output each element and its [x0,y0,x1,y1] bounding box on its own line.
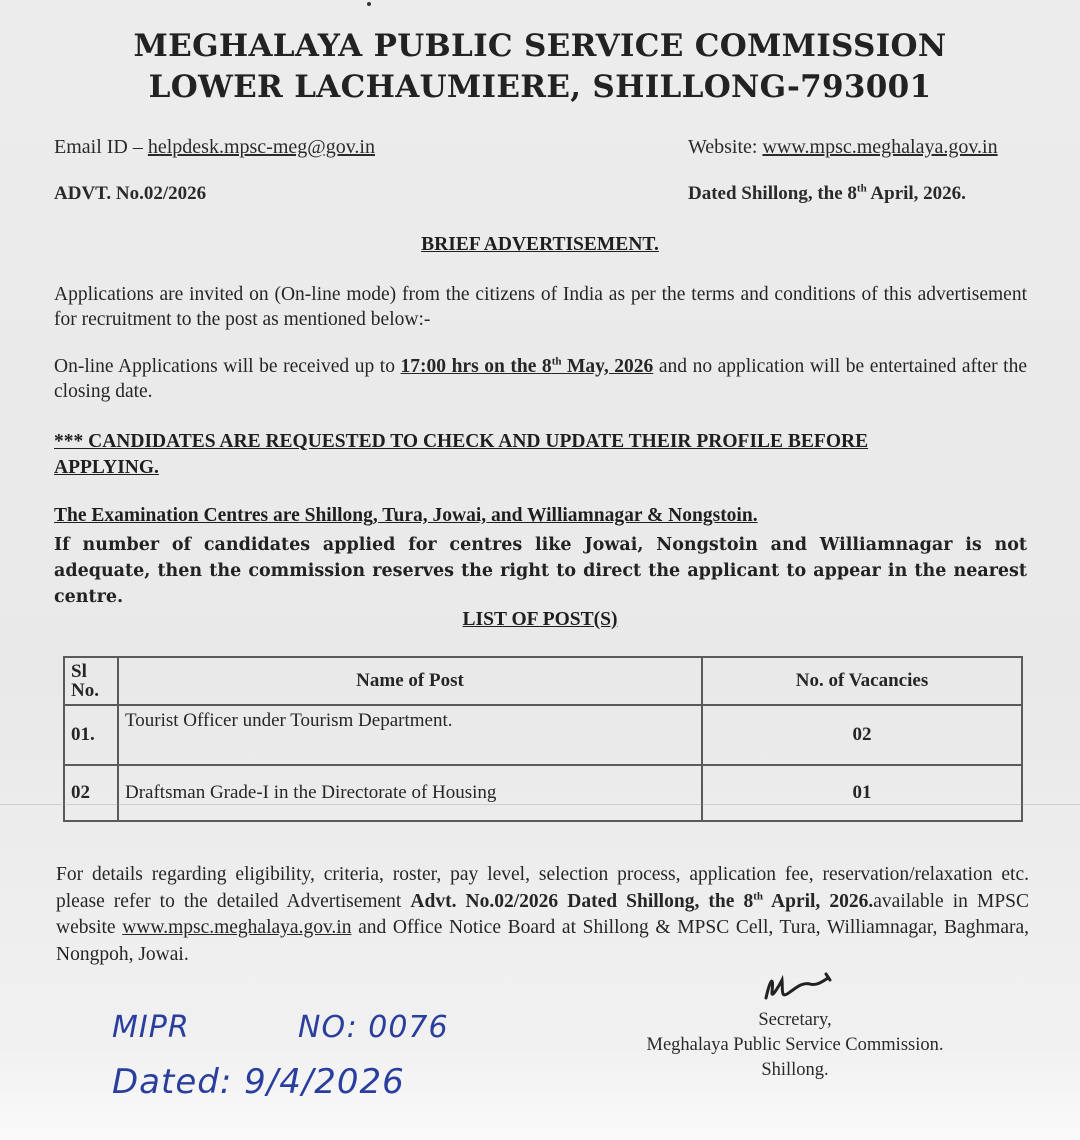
column-header-sl: Sl No. [64,657,118,705]
website-link[interactable]: www.mpsc.meghalaya.gov.in [762,136,998,158]
profile-notice: *** CANDIDATES ARE REQUESTED TO CHECK AND UPDATE THEIR PROFILE BEFORE APPLYING. [54,431,869,478]
deadline-date: 17:00 hrs on the 8th May, 2026 [400,355,654,377]
table-row [64,705,1022,765]
row-sl: 02 [64,765,118,821]
signatory-title: Secretary, [758,1010,832,1030]
org-name: MEGHALAYA PUBLIC SERVICE COMMISSION [133,28,947,64]
signature-block [600,1008,990,1083]
website-label: Website: [688,136,763,158]
exam-centres-heading: The Examination Centres are Shillong, Tura, Jowai, and Williamnagar & Nongstoin. [54,505,758,526]
row-post-name: Draftsman Grade-I in the Directorate of Housing [118,765,702,821]
column-header-vacancies: No. of Vacancies [702,657,1022,705]
website-line [688,136,998,159]
table-row [64,765,1022,821]
deadline-paragraph: On-line Applications will be received up to 17:00 hrs on the 8th May, 2026 and no application will be entertained after the closing date. [54,355,1027,402]
advt-date: Dated Shillong, the 8th April, 2026. [688,182,966,204]
row-post-name: Tourist Officer under Tourism Department. [118,705,702,765]
paper-fold-line [0,804,1080,805]
email-label: Email ID – [54,136,148,158]
email-line [54,136,375,159]
column-header-name: Name of Post [118,657,702,705]
posts-table [63,656,1023,822]
org-address: LOWER LACHAUMIERE, SHILLONG-793001 [148,69,932,105]
document-title: BRIEF ADVERTISEMENT. [421,234,659,255]
email-link[interactable]: helpdesk.mpsc-meg@gov.in [147,136,375,158]
handwritten-date: Dated: 9/4/2026 [112,1062,405,1102]
details-website-link[interactable]: www.mpsc.meghalaya.gov.in [122,917,352,938]
signatory-place: Shillong. [761,1060,829,1080]
signatory-org: Meghalaya Public Service Commission. [646,1035,944,1055]
row-vacancies: 02 [702,705,1022,765]
handwritten-number: NO: 0076 [298,1010,449,1045]
signature-icon [756,970,846,1006]
advt-number: ADVT. No.02/2026 [54,183,207,204]
intro-paragraph: Applications are invited on (On-line mode) from the citizens of India as per the terms and conditions of this advertisement for recruitment to the post as mentioned below:- [54,284,1027,330]
scan-speck [367,2,371,6]
table-header-row [64,657,1022,705]
posts-title: LIST OF POST(S) [462,609,618,630]
row-sl: 01. [64,705,118,765]
details-paragraph: For details regarding eligibility, criteria, roster, pay level, selection process, application fee, reservation/relaxation etc. please refer to the detailed Advertisement Advt. No.02/2026 Dated Shillong, the 8th April, 2026.available in MPSC website www.mpsc.meghalaya.gov.in and Office Notice Board at Shillong & MPSC Cell, Tura, Williamnagar, Baghmara, Nongpoh, Jowai. [56,864,1030,965]
exam-centres-note: If number of candidates applied for centres like Jowai, Nongstoin and Williamnagar is not adequate, then the commission reserves the right to direct the applicant to appear in the nearest centre. [54,535,1027,607]
handwritten-mipr: MIPR [112,1010,190,1045]
row-vacancies: 01 [702,765,1022,821]
